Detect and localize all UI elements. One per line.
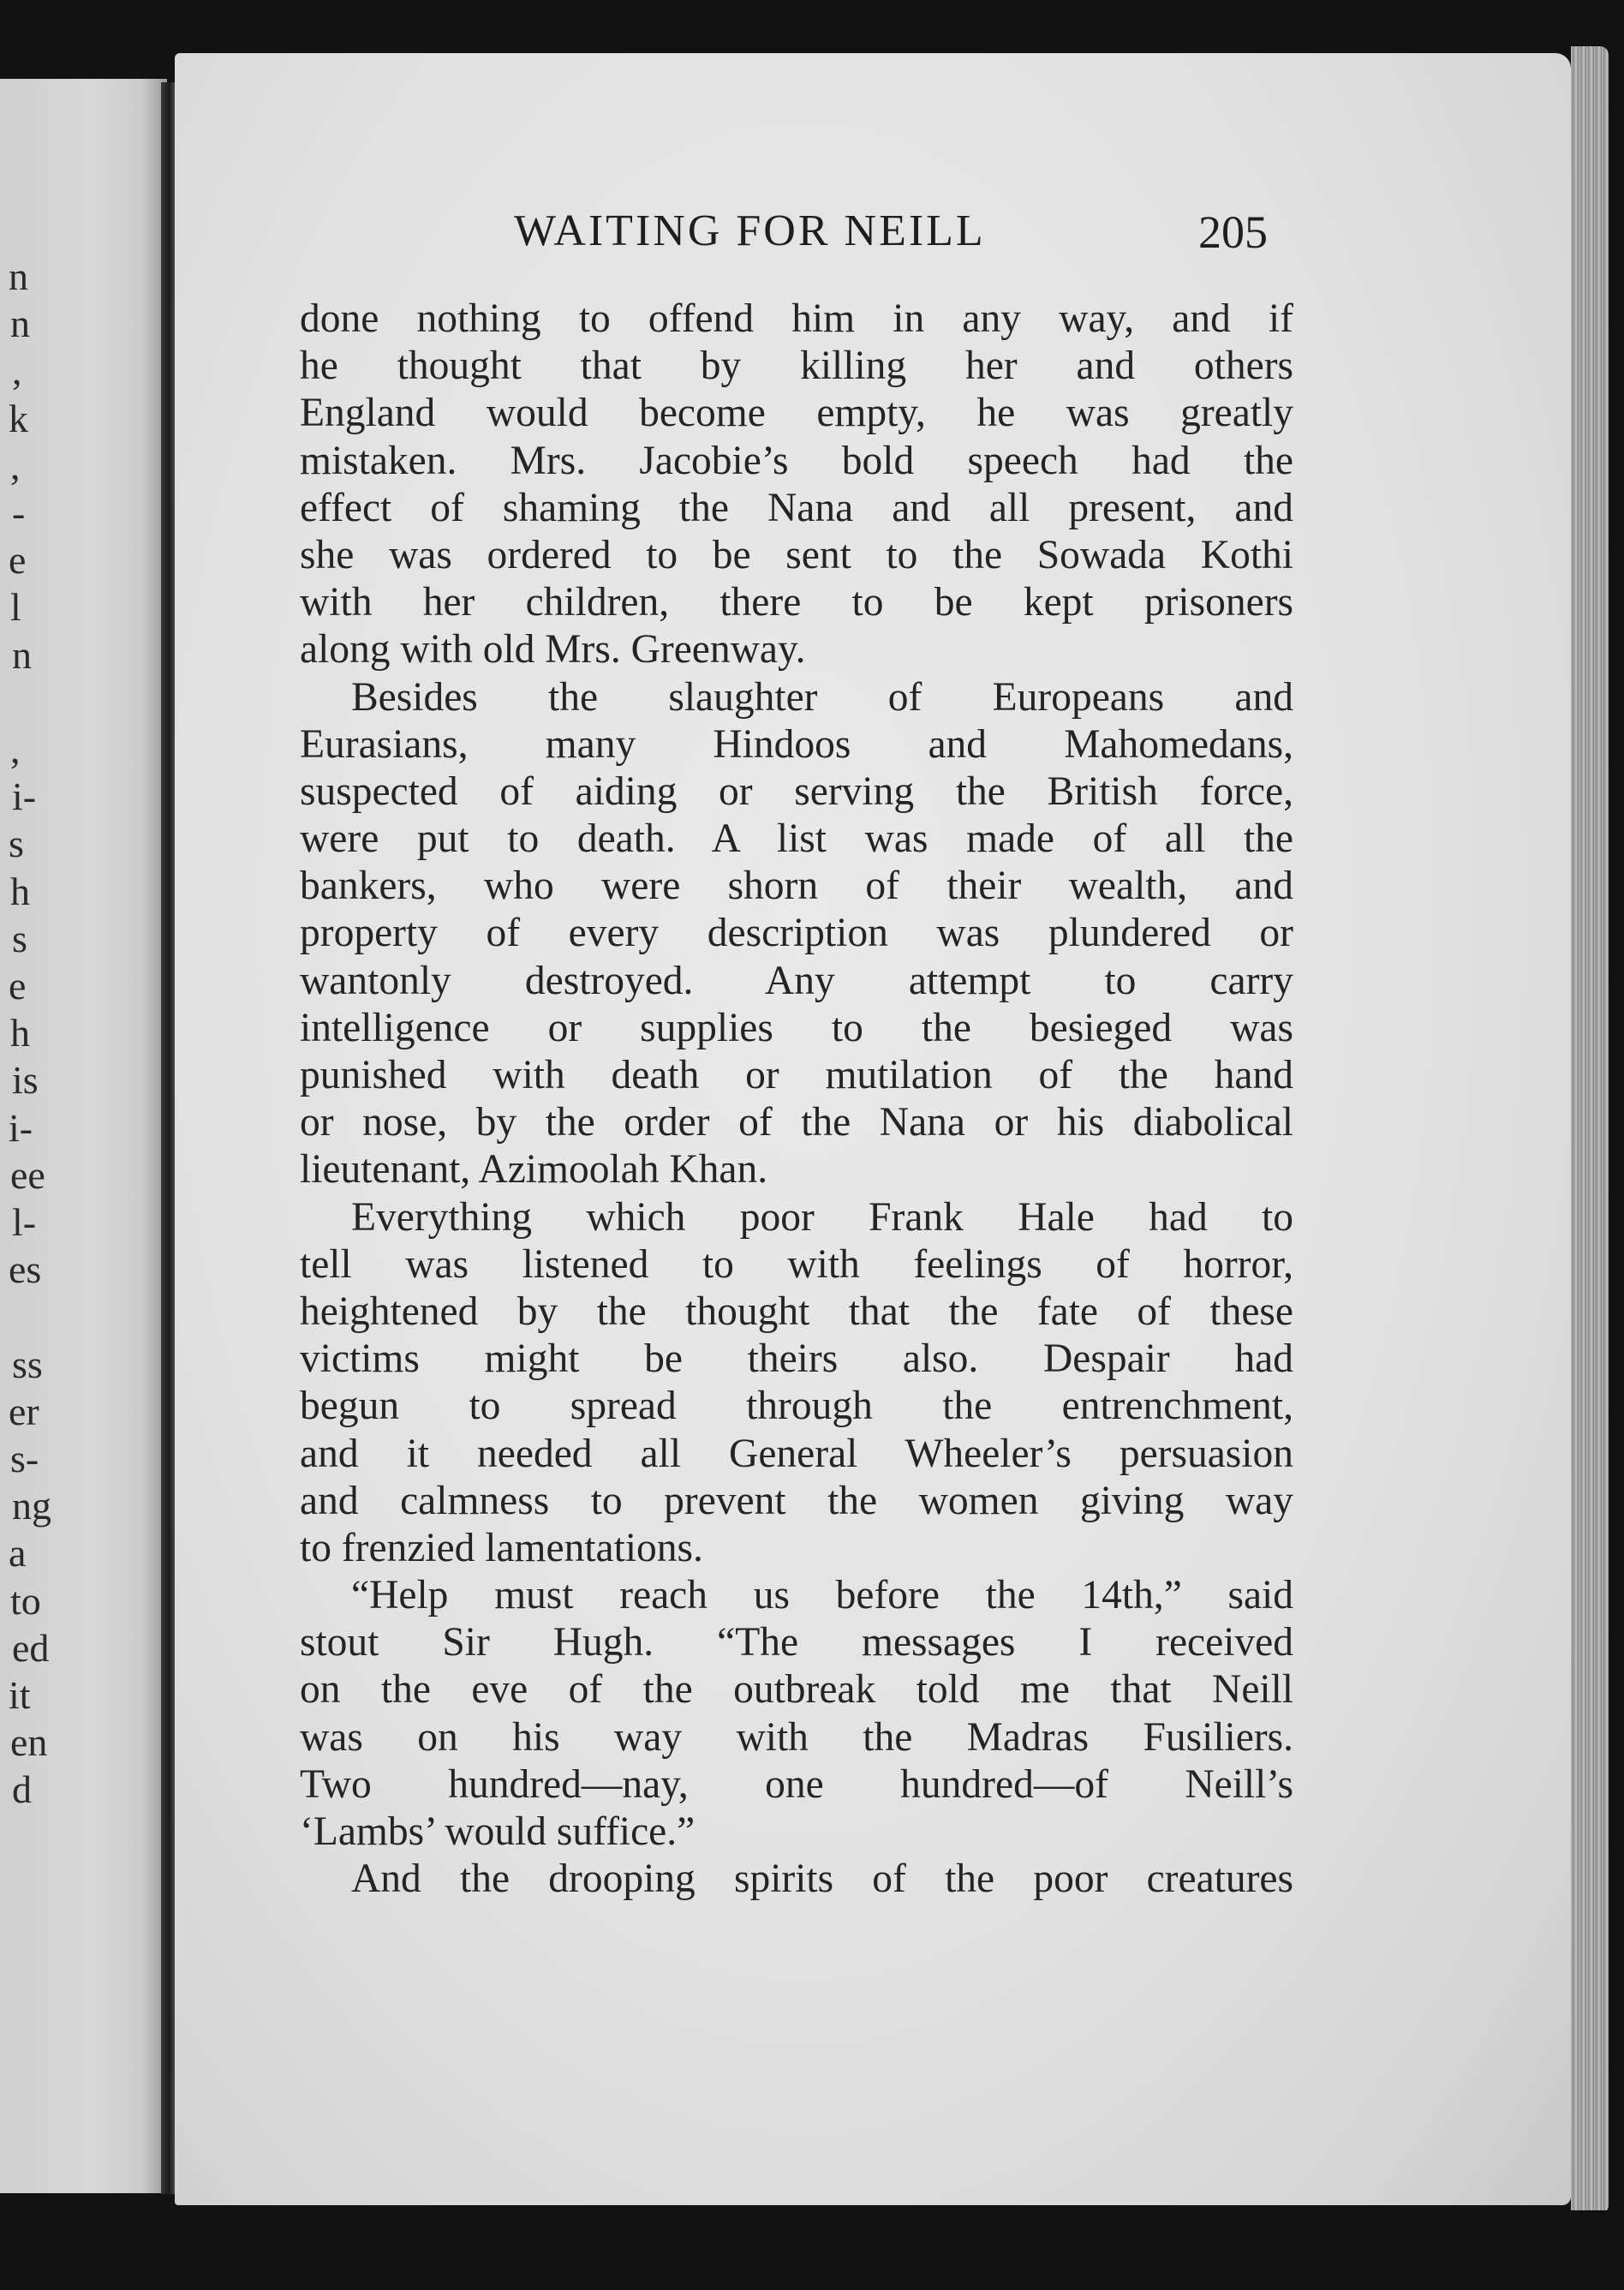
left-page-fragment: n: [9, 254, 28, 298]
text-line: Everything which poor Frank Hale had to: [351, 1194, 1293, 1240]
text-line: and calmness to prevent the women giving way: [300, 1478, 1293, 1523]
text-line: effect of shaming the Nana and all present, and: [300, 485, 1293, 530]
text-line: property of every description was plundered or: [300, 911, 1293, 956]
left-page-fragment: s-: [10, 1437, 39, 1480]
bottom-shadow: [0, 2210, 1624, 2290]
text-line: victims might be theirs also. Despair had: [300, 1336, 1293, 1382]
body-text: [300, 296, 1293, 1903]
left-page-fragment: h: [10, 1011, 30, 1055]
text-line: mistaken. Mrs. Jacobie’s bold speech had the: [300, 438, 1293, 483]
left-page-fragment: e: [9, 538, 27, 583]
running-header: [514, 206, 1268, 266]
left-page-fragment: e: [9, 964, 27, 1007]
left-page-fragment: en: [10, 1720, 48, 1765]
page-number: 205: [1198, 206, 1268, 258]
left-page-fragment: ss: [12, 1342, 43, 1386]
text-line: begun to spread through the entrenchment,: [300, 1384, 1293, 1429]
left-page-fragment: a: [9, 1531, 27, 1575]
left-facing-page: [0, 79, 167, 2193]
book-gutter: [161, 82, 175, 2194]
text-line: England would become empty, he was greatly: [300, 391, 1293, 436]
text-line: Eurasians, many Hindoos and Mahomedans,: [300, 721, 1293, 767]
left-page-fragment: ,: [12, 349, 22, 393]
text-line: Besides the slaughter of Europeans and: [351, 674, 1293, 720]
text-line: ‘Lambs’ would suffice.”: [300, 1809, 696, 1854]
left-page-fragment: ,: [10, 727, 21, 771]
left-page-fragment: ng: [12, 1484, 51, 1528]
left-page-fragment: h: [10, 869, 30, 913]
page-edge-stack: [1571, 46, 1609, 2214]
text-line: tell was listened to with feelings of horror,: [300, 1241, 1293, 1287]
text-line: wantonly destroyed. Any attempt to carry: [300, 958, 1293, 1003]
left-page-fragment: d: [12, 1767, 32, 1812]
text-line: lieutenant, Azimoolah Khan.: [300, 1147, 768, 1193]
text-line: punished with death or mutilation of the hand: [300, 1053, 1293, 1097]
text-line: suspected of aiding or serving the British force,: [300, 768, 1293, 814]
left-page-fragment: is: [12, 1058, 39, 1103]
left-page-text-fragments: [0, 79, 167, 2193]
left-page-fragment: i-: [9, 1105, 33, 1150]
text-line: “Help must reach us before the 14th,” said: [351, 1573, 1293, 1618]
left-page-fragment: es: [9, 1247, 42, 1292]
text-line: was on his way with the Madras Fusiliers.: [300, 1714, 1293, 1760]
text-line: he thought that by killing her and others: [300, 344, 1293, 389]
text-line: heightened by the thought that the fate of these: [300, 1288, 1293, 1334]
left-page-fragment: n: [12, 632, 32, 677]
left-page-fragment: er: [9, 1389, 39, 1433]
text-line: stout Sir Hugh. “The messages I received: [300, 1620, 1293, 1665]
header-title: WAITING FOR NEILL: [514, 206, 986, 255]
left-page-fragment: ,: [10, 443, 21, 487]
left-page-fragment: k: [9, 396, 28, 440]
text-line: with her children, there to be kept prisoners: [300, 580, 1293, 625]
text-line: done nothing to offend him in any way, and if: [300, 296, 1293, 341]
left-page-fragment: n: [10, 302, 30, 346]
text-line: on the eve of the outbreak told me that Neill: [300, 1667, 1293, 1713]
left-page-fragment: it: [9, 1673, 31, 1717]
left-page-fragment: i-: [12, 774, 37, 819]
text-line: she was ordered to be sent to the Sowada Kothi: [300, 532, 1293, 577]
text-line: were put to death. A list was made of all the: [300, 816, 1293, 862]
left-page-fragment: ed: [12, 1625, 50, 1670]
text-line: to frenzied lamentations.: [300, 1525, 703, 1570]
left-page-fragment: l-: [12, 1200, 37, 1244]
text-line: bankers, who were shorn of their wealth, and: [300, 864, 1293, 909]
text-line: and it needed all General Wheeler’s persuasion: [300, 1431, 1293, 1476]
text-line: Two hundred—nay, one hundred—of Neill’s: [300, 1761, 1293, 1807]
left-page-fragment: l: [10, 585, 21, 630]
left-page-fragment: to: [10, 1578, 41, 1623]
left-page-fragment: s: [12, 916, 27, 960]
left-page-fragment: ee: [10, 1152, 45, 1197]
text-line: intelligence or supplies to the besieged was: [300, 1005, 1293, 1050]
text-line: along with old Mrs. Greenway.: [300, 627, 806, 673]
text-line: And the drooping spirits of the poor creatures: [351, 1857, 1293, 1902]
left-page-fragment: -: [12, 491, 26, 535]
text-line: or nose, by the order of the Nana or his diabolical: [300, 1100, 1293, 1145]
left-page-fragment: s: [9, 822, 24, 866]
